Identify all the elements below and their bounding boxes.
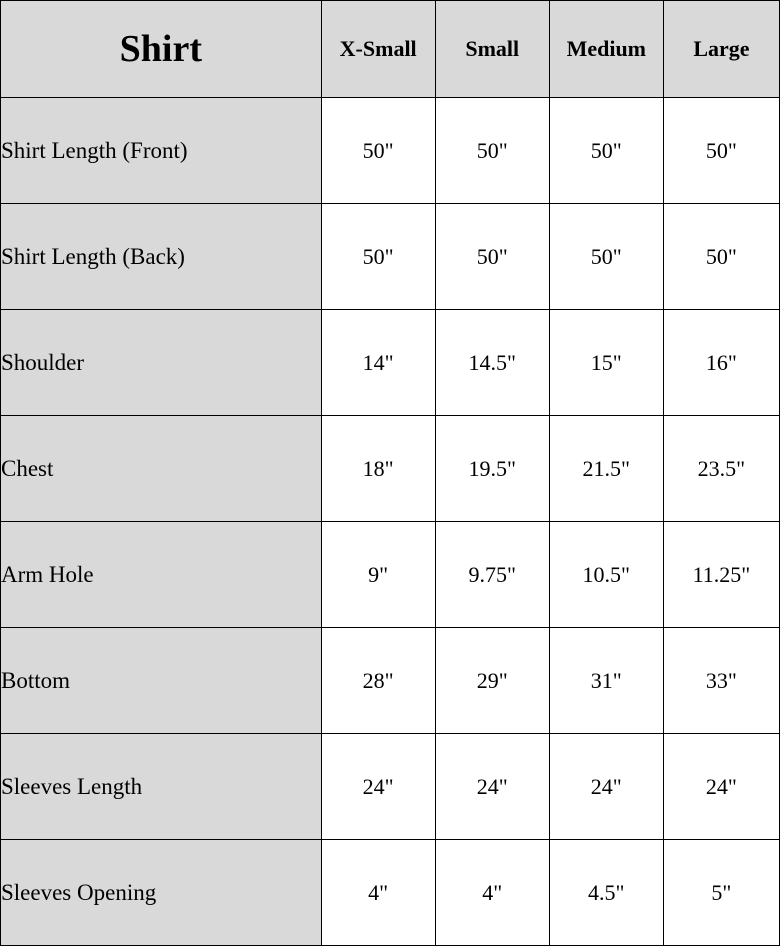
measurement-value: 29" xyxy=(435,628,549,734)
measurement-value: 4" xyxy=(321,840,435,946)
chart-title: Shirt xyxy=(1,1,322,98)
measurement-value: 9" xyxy=(321,522,435,628)
size-header-large: Large xyxy=(663,1,779,98)
measurement-label: Sleeves Length xyxy=(1,734,322,840)
table-row xyxy=(1,734,780,840)
measurement-value: 23.5" xyxy=(663,416,779,522)
size-header-medium: Medium xyxy=(549,1,663,98)
measurement-value: 50" xyxy=(549,204,663,310)
measurement-value: 15" xyxy=(549,310,663,416)
measurement-value: 33" xyxy=(663,628,779,734)
measurement-value: 4" xyxy=(435,840,549,946)
measurement-value: 16" xyxy=(663,310,779,416)
measurement-value: 24" xyxy=(549,734,663,840)
measurement-label: Shirt Length (Front) xyxy=(1,98,322,204)
table-row xyxy=(1,840,780,946)
table-row xyxy=(1,204,780,310)
measurement-value: 24" xyxy=(321,734,435,840)
measurement-value: 28" xyxy=(321,628,435,734)
table-row xyxy=(1,416,780,522)
measurement-value: 11.25" xyxy=(663,522,779,628)
header-row xyxy=(1,1,780,98)
size-header-x-small: X-Small xyxy=(321,1,435,98)
measurement-label: Shoulder xyxy=(1,310,322,416)
table-row xyxy=(1,522,780,628)
measurement-value: 10.5" xyxy=(549,522,663,628)
measurement-label: Chest xyxy=(1,416,322,522)
measurement-label: Bottom xyxy=(1,628,322,734)
measurement-value: 24" xyxy=(663,734,779,840)
measurement-value: 5" xyxy=(663,840,779,946)
measurement-value: 50" xyxy=(435,204,549,310)
measurement-label: Sleeves Opening xyxy=(1,840,322,946)
measurement-value: 31" xyxy=(549,628,663,734)
measurement-value: 50" xyxy=(435,98,549,204)
measurement-value: 50" xyxy=(321,204,435,310)
size-header-small: Small xyxy=(435,1,549,98)
measurement-value: 14.5" xyxy=(435,310,549,416)
measurement-value: 24" xyxy=(435,734,549,840)
measurement-value: 50" xyxy=(549,98,663,204)
table-row xyxy=(1,98,780,204)
measurement-label: Shirt Length (Back) xyxy=(1,204,322,310)
measurement-label: Arm Hole xyxy=(1,522,322,628)
measurement-value: 18" xyxy=(321,416,435,522)
measurement-value: 14" xyxy=(321,310,435,416)
measurement-value: 50" xyxy=(663,98,779,204)
measurement-value: 19.5" xyxy=(435,416,549,522)
table-header xyxy=(1,1,780,98)
measurement-value: 50" xyxy=(321,98,435,204)
table-row xyxy=(1,628,780,734)
measurement-value: 9.75" xyxy=(435,522,549,628)
measurement-value: 4.5" xyxy=(549,840,663,946)
measurement-value: 50" xyxy=(663,204,779,310)
table-body xyxy=(1,98,780,946)
measurement-value: 21.5" xyxy=(549,416,663,522)
table-row xyxy=(1,310,780,416)
